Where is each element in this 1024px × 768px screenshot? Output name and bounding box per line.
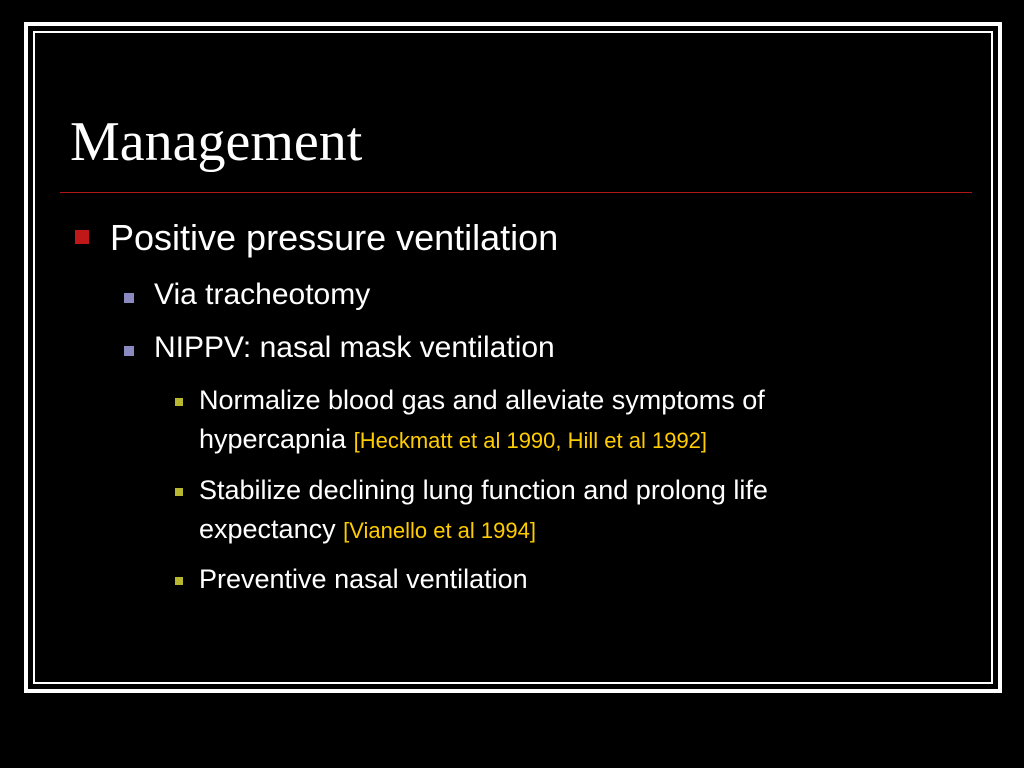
bullet-preventive-nasal-ventilation: Preventive nasal ventilation (199, 564, 528, 594)
slide-title: Management (70, 111, 363, 173)
bullet-via-tracheotomy: Via tracheotomy (154, 278, 371, 311)
title-divider (60, 192, 972, 193)
citation: [Vianello et al 1994] (343, 518, 536, 543)
bullet-positive-pressure-ventilation: Positive pressure ventilation (110, 217, 559, 258)
square-bullet-icon (75, 230, 89, 244)
bullet-stabilize-lung-function-cont (199, 511, 536, 549)
bullet-normalize-blood-gas: Normalize blood gas and alleviate symptoms of (199, 385, 765, 415)
square-bullet-icon (124, 293, 134, 303)
square-bullet-icon (124, 346, 134, 356)
bullet-text: hypercapnia (199, 424, 347, 454)
square-bullet-icon (175, 488, 183, 496)
square-bullet-icon (175, 577, 183, 585)
bullet-nippv: NIPPV: nasal mask ventilation (154, 331, 555, 364)
square-bullet-icon (175, 398, 183, 406)
citation: [Heckmatt et al 1990, Hill et al 1992] (353, 428, 708, 453)
bullet-text: expectancy (199, 514, 336, 544)
bullet-stabilize-lung-function: Stabilize declining lung function and prolong life (199, 475, 768, 505)
bullet-normalize-blood-gas-cont (199, 421, 707, 459)
